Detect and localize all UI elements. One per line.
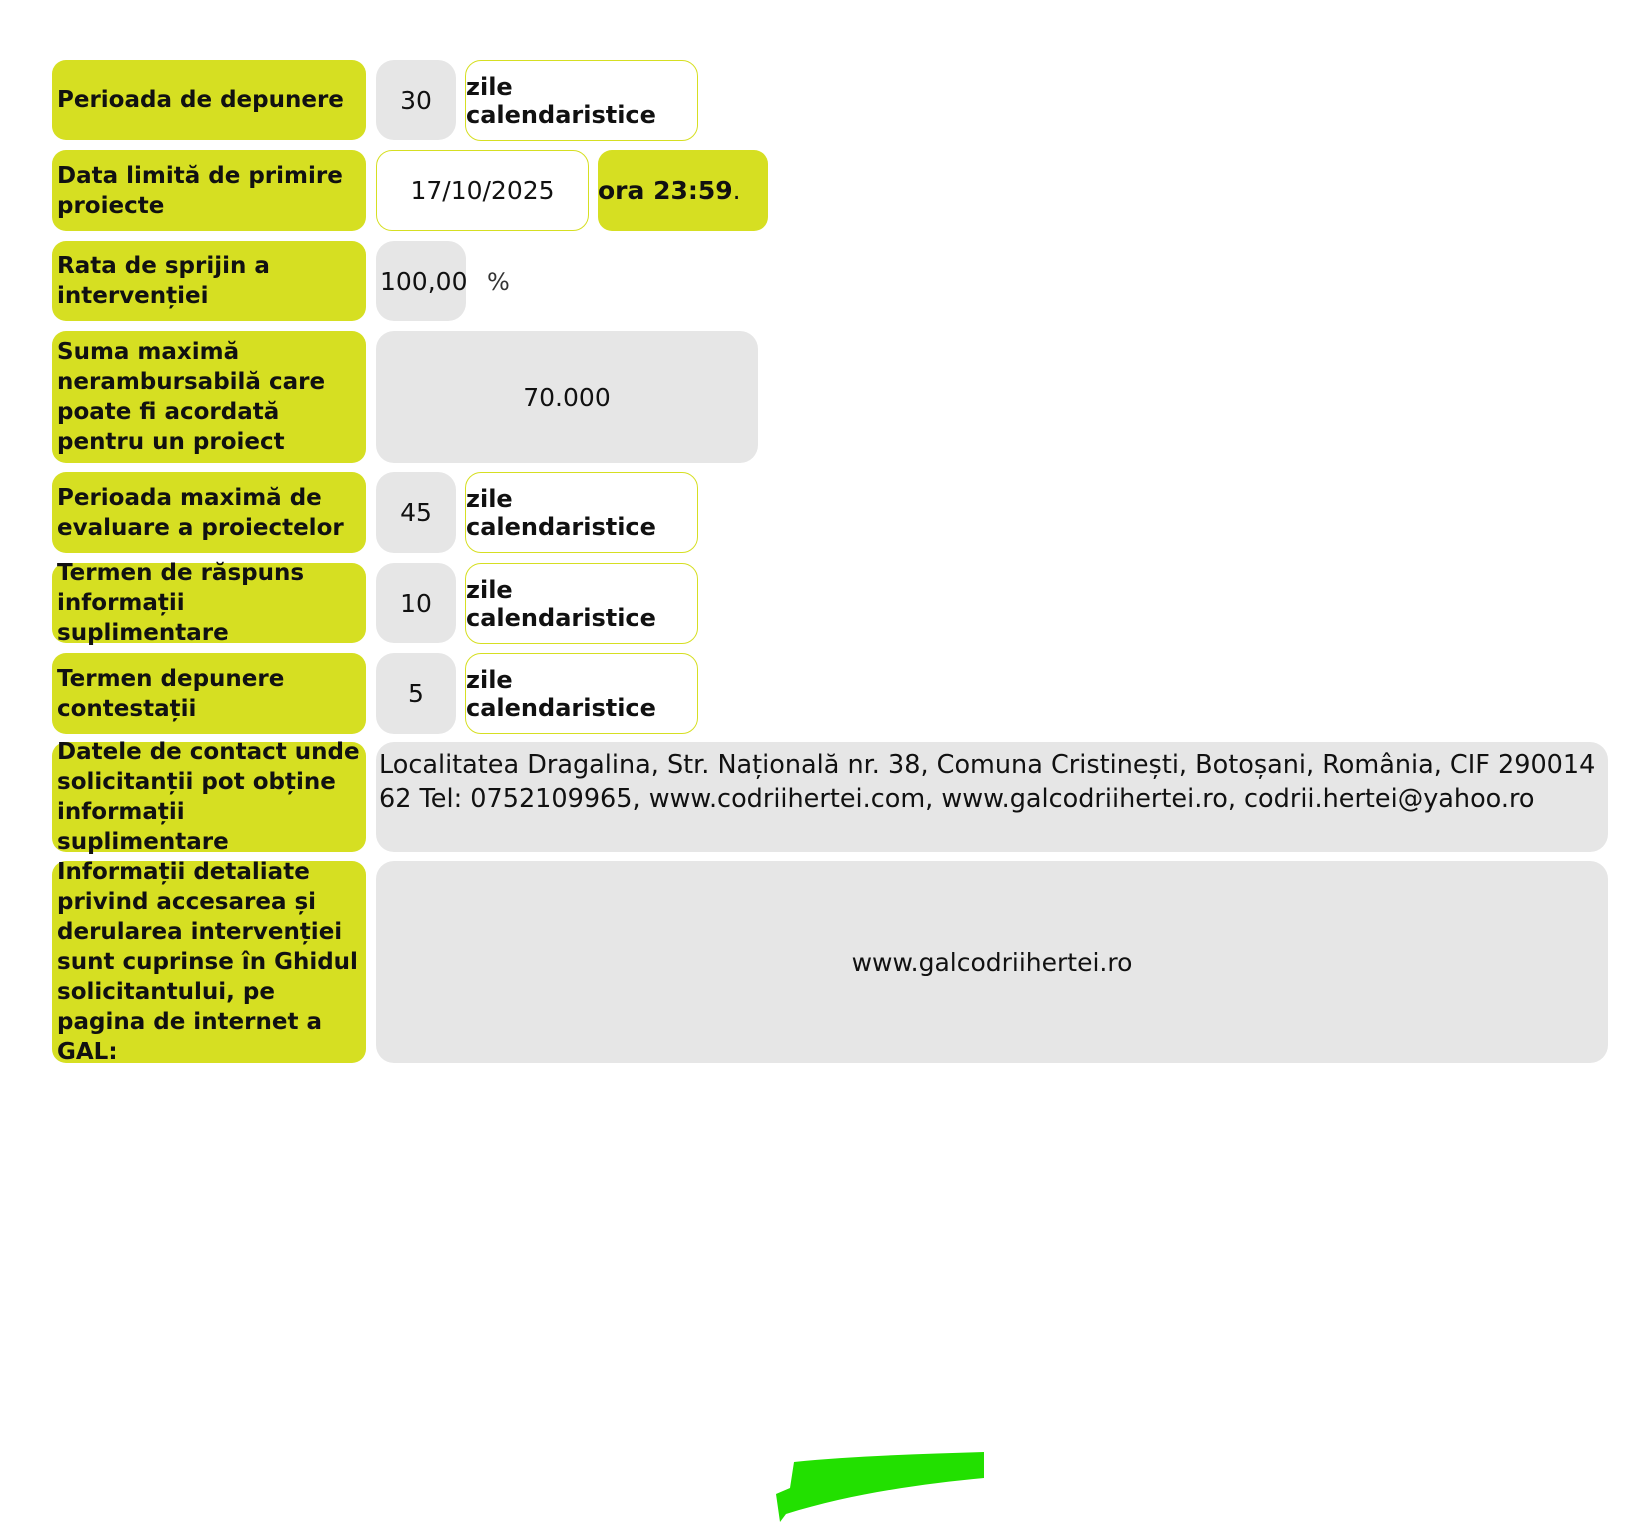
support-rate-value-text: 100,00 [380,266,468,296]
appeal-term-value-text: 5 [408,679,424,708]
max-amount-value-text: 70.000 [523,382,611,412]
appeal-term-value [376,653,456,734]
max-amount-value [376,331,758,463]
details-website [376,861,1608,1063]
label-contact [52,739,366,855]
label-deadline [52,150,366,231]
label-support-rate [52,241,366,321]
label-evaluation-period [52,472,366,553]
label-deadline-text: Data limită de primire proiecte [57,162,343,219]
response-term-unit-text: zile calendaristice [466,575,656,632]
appeal-term-unit-text: zile calendaristice [466,665,656,722]
contact-details [376,742,1608,852]
label-response-term-text: Termen de răspuns informații suplimentare [57,560,305,646]
appeal-term-unit [465,653,698,734]
label-contact-text: Datele de contact unde solicitanții pot obține informații suplimentare [57,739,360,855]
response-term-value [376,563,456,643]
label-appeal-term-text: Termen depunere contestații [57,665,285,722]
deadline-date-text: 17/10/2025 [410,176,555,205]
details-website-text: www.galcodriihertei.ro [851,947,1133,977]
response-term-unit [465,563,698,644]
evaluation-period-value [376,472,456,553]
support-rate-unit: % [487,268,510,296]
label-appeal-term [52,653,366,734]
label-evaluation-period-text: Perioada maximă de evaluare a proiectelor [57,484,344,541]
contact-details-text: Localitatea Dragalina, Str. Națională nr. 38, Comuna Cristinești, Botoșani, România, CIF 29001462 Tel: 0752109965, www.codriihertei.com, www.galcodriihertei.ro, codrii.hertei@yahoo.ro [379,750,1596,814]
label-max-amount-text: Suma maximă nerambursabilă care poate fi acordată pentru un proiect [57,339,326,455]
deadline-time [598,150,768,231]
label-submission-period [52,60,366,140]
submission-period-value [376,60,456,140]
label-details [52,861,366,1063]
deadline-date [376,150,589,231]
deadline-time-suffix: . [732,176,741,205]
deadline-time-text: ora 23:59 [598,176,733,205]
response-term-value-text: 10 [400,588,432,618]
label-support-rate-text: Rata de sprijin a intervenției [57,253,270,309]
submission-period-unit [465,60,698,141]
support-rate-value [376,241,466,321]
evaluation-period-unit-text: zile calendaristice [466,484,656,541]
green-brush-logo-icon [770,1450,990,1524]
evaluation-period-value-text: 45 [400,498,432,527]
submission-period-value-text: 30 [400,85,432,115]
label-response-term [52,560,366,646]
label-max-amount [52,331,366,463]
label-submission-period-text: Perioada de depunere [57,87,344,113]
label-details-text: Informații detaliate privind accesarea și derularea intervenției sunt cuprinse în Ghidul solicitantului, pe pagina de internet a GAL: [57,859,358,1065]
evaluation-period-unit [465,472,698,553]
submission-period-unit-text: zile calendaristice [466,72,656,129]
